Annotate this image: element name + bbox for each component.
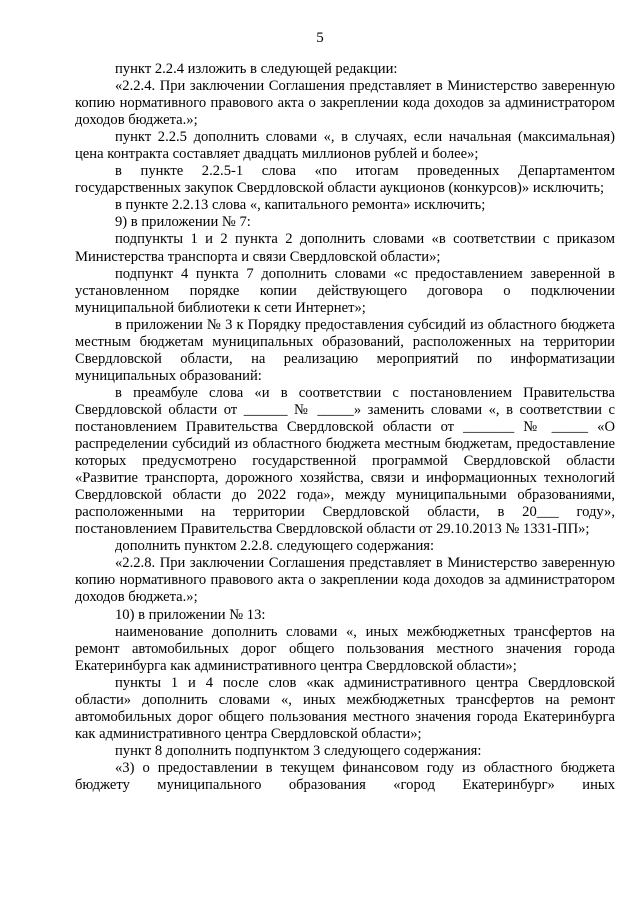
paragraph: пункты 1 и 4 после слов «как административного центра Свердловской области» дополнить словами «, иных межбюджетных трансфертов на ремонт автомобильных дорог общего пользования местного значения города Екатеринбурга как административного центра Свердловской области»; (75, 674, 615, 742)
paragraph: в пункте 2.2.5-1 слова «по итогам проведенных Департаментом государственных закупок Свердловской области аукционов (конкурсов)» исключить; (75, 163, 615, 197)
paragraph: в пункте 2.2.13 слова «, капитального ремонта» исключить; (115, 197, 486, 214)
paragraph: 10) в приложении № 13: (115, 606, 266, 623)
paragraph: «2.2.4. При заключении Соглашения представляет в Министерство заверенную копию нормативного правового акта о закреплении кода доходов за администратором доходов бюджета.»; (75, 78, 615, 129)
paragraph: дополнить пунктом 2.2.8. следующего содержания: (115, 538, 435, 555)
paragraph: 9) в приложении № 7: (115, 214, 251, 231)
paragraph: «2.2.8. При заключении Соглашения представляет в Министерство заверенную копию нормативного правового акта о закреплении кода доходов за администратором доходов бюджета.»; (75, 555, 615, 606)
paragraph: подпункты 1 и 2 пункта 2 дополнить словами «в соответствии с приказом Министерства транспорта и связи Свердловской области»; (75, 231, 615, 265)
page-number: 5 (316, 30, 324, 46)
paragraph: пункт 2.2.5 дополнить словами «, в случаях, если начальная (максимальная) цена контракта составляет двадцать миллионов рублей и более»; (75, 129, 615, 163)
paragraph: в преамбуле слова «и в соответствии с постановлением Правительства Свердловской области от ______ № _____» заменить словами «, в соответствии с постановлением Правительства Свердловской области от _______ № _____ «О распределении субсидий из областного бюджета местным бюджетам, предоставление которых предусмотрено государственной программой Свердловской области «Развитие транспорта, дорожного хозяйства, связи и информационных технологий Свердловской области до 2022 года», между муниципальными образованиями, расположенными на территории Свердловской области, в 20___ году», постановлением Правительства Свердловской области от 29.10.2013 № 1331-ПП»; (75, 384, 615, 538)
paragraph: наименование дополнить словами «, иных межбюджетных трансфертов на ремонт автомобильных дорог общего пользования местного значения города Екатеринбурга как административного центра Свердловской области»; (75, 623, 615, 674)
paragraph: пункт 8 дополнить подпунктом 3 следующего содержания: (115, 742, 482, 759)
document-body (75, 61, 615, 794)
paragraph-continued: «3) о предоставлении в текущем финансовом году из областного бюджета бюджету муниципального образования «город Екатеринбург» иных (75, 759, 615, 793)
paragraph: пункт 2.2.4 изложить в следующей редакции: (115, 61, 398, 77)
paragraph: в приложении № 3 к Порядку предоставления субсидий из областного бюджета местным бюджетам муниципальных образований, расположенных на территории Свердловской области, на реализацию мероприятий по информатизации муниципальных образований: (75, 316, 615, 384)
paragraph: подпункт 4 пункта 7 дополнить словами «с предоставлением заверенной в установленном порядке копии действующего договора о подключении муниципальной библиотеки к сети Интернет»; (75, 265, 615, 316)
